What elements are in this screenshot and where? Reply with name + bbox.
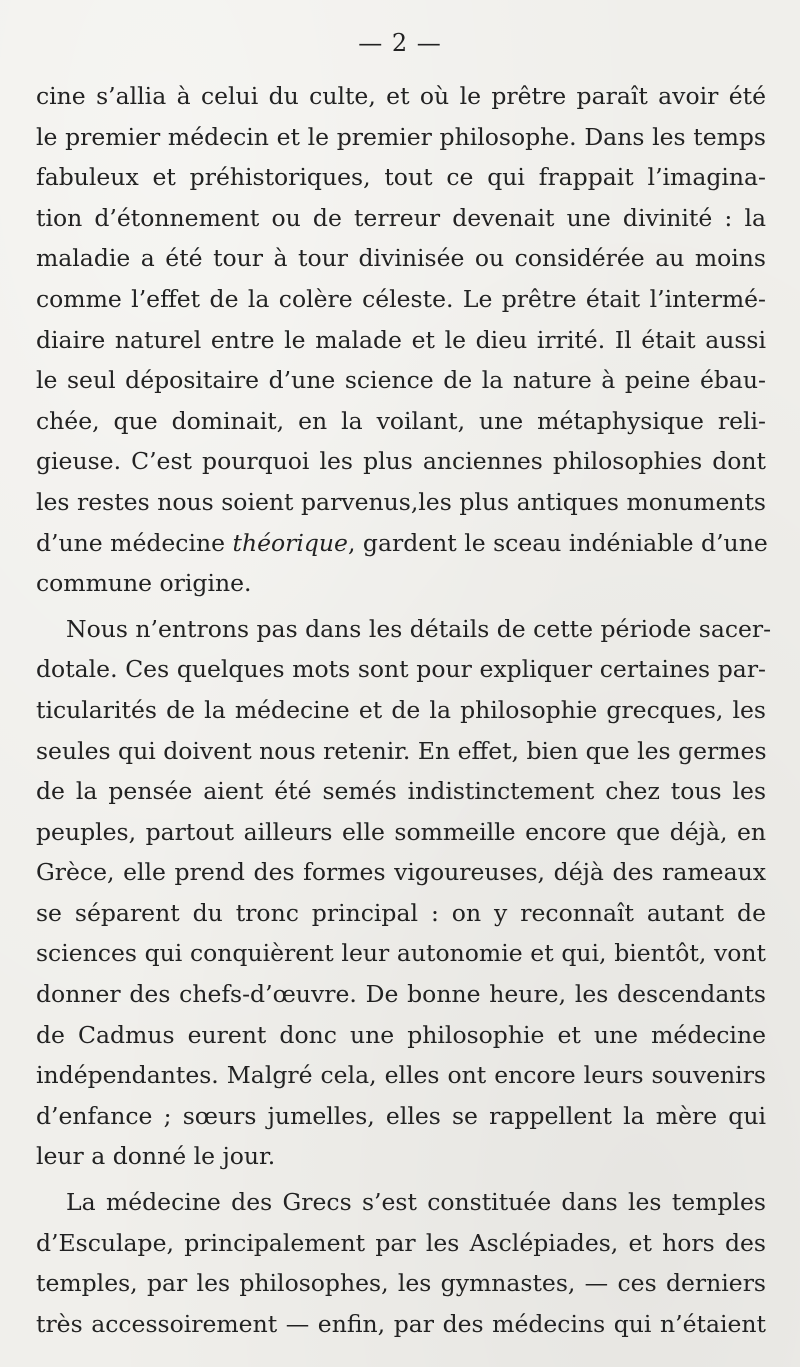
text-line: dotale. Ces quelques mots sont pour expliquer certaines par- bbox=[36, 655, 766, 684]
text-line: peuples, partout ailleurs elle sommeille encore que déjà, en bbox=[36, 817, 766, 846]
page-number: — 2 — bbox=[358, 29, 442, 57]
text-line: tion d’étonnement ou de terreur devenait une divinité : la bbox=[36, 203, 766, 232]
text-line: chée, que dominait, en la voilant, une métaphysique reli- bbox=[36, 406, 766, 435]
text-line: se séparent du tronc principal : on y reconnaît autant de bbox=[36, 898, 766, 927]
text-line: indépendantes. Malgré cela, elles ont encore leurs souvenirs bbox=[36, 1061, 766, 1090]
text-line: Grèce, elle prend des formes vigoureuses, déjà des rameaux bbox=[36, 858, 766, 887]
text-line: seules qui doivent nous retenir. En effet, bien que les germes bbox=[36, 736, 767, 765]
text-line: de Cadmus eurent donc une philosophie et une médecine bbox=[36, 1020, 766, 1049]
text-line: d’enfance ; sœurs jumelles, elles se rappellent la mère qui bbox=[36, 1101, 766, 1130]
text-run: , gardent le sceau indéniable d’une bbox=[347, 528, 768, 557]
text-line: très accessoirement — enfin, par des médecins qui n’étaient bbox=[36, 1309, 766, 1338]
text-line: Nous n’entrons pas dans les détails de cette période sacer- bbox=[66, 614, 772, 643]
text-line: de la pensée aient été semés indistinctement chez tous les bbox=[36, 777, 766, 806]
text-line-with-italic bbox=[36, 523, 766, 564]
text-line: La médecine des Grecs s’est constituée dans les temples bbox=[66, 1188, 766, 1217]
paragraph-3 bbox=[36, 1182, 766, 1344]
text-line: le premier médecin et le premier philosophe. Dans les temps bbox=[36, 122, 766, 151]
paragraph-1 bbox=[36, 76, 766, 604]
text-line: temples, par les philosophes, les gymnastes, — ces derniers bbox=[36, 1269, 766, 1298]
text-line: donner des chefs-d’œuvre. De bonne heure, les descendants bbox=[36, 980, 766, 1009]
text-line: commune origine. bbox=[36, 569, 252, 598]
text-line: le seul dépositaire d’une science de la nature à peine ébau- bbox=[36, 366, 766, 395]
italic-word: théorique bbox=[232, 528, 348, 557]
text-line: cine s’allia à celui du culte, et où le prêtre paraît avoir été bbox=[36, 82, 766, 110]
text-line: maladie a été tour à tour divinisée ou considérée au moins bbox=[36, 244, 766, 273]
text-line: gieuse. C’est pourquoi les plus anciennes philosophies dont bbox=[36, 447, 766, 476]
text-line: d’Esculape, principalement par les Asclépiades, et hors des bbox=[36, 1228, 766, 1257]
text-line: fabuleux et préhistoriques, tout ce qui frappait l’imagina- bbox=[36, 163, 766, 192]
text-line: sciences qui conquièrent leur autonomie et qui, bientôt, vont bbox=[36, 939, 766, 968]
text-line: les restes nous soient parvenus,les plus antiques monuments bbox=[36, 487, 766, 516]
text-line: comme l’effet de la colère céleste. Le prêtre était l’intermé- bbox=[36, 284, 766, 313]
paragraph-2 bbox=[36, 609, 772, 1177]
text-run: d’une médecine bbox=[36, 528, 233, 557]
text-line: ticularités de la médecine et de la philosophie grecques, les bbox=[36, 695, 766, 724]
text-line: leur a donné le jour. bbox=[36, 1142, 276, 1171]
text-line: diaire naturel entre le malade et le dieu irrité. Il était aussi bbox=[36, 325, 766, 354]
body-text bbox=[36, 76, 772, 1344]
